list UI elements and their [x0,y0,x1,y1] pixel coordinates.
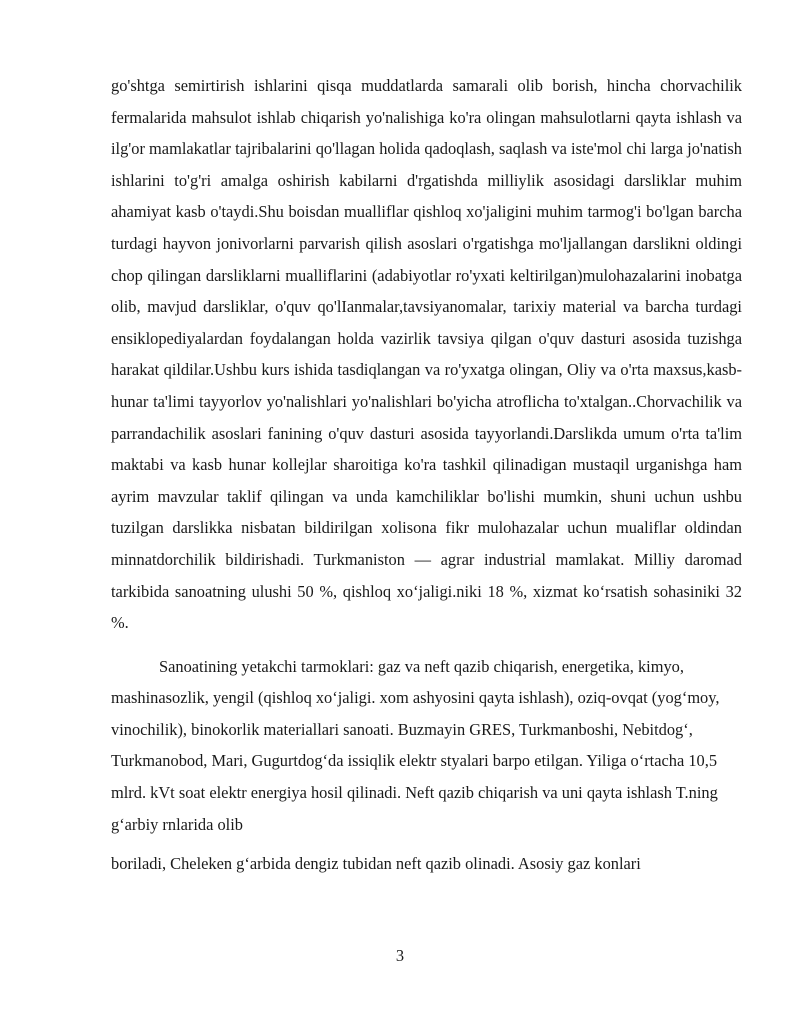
paragraph-1: go'shtga semirtirish ishlarini qisqa muddatlarda samarali olib borish, hincha chorvachilik fermalarida mahsulot ishlab chiqarish yo'nalishiga ko'ra olingan mahsulotlarni qayta ishlash va ilg'or mamlakatlar tajribalarini qo'llagan holida qadoqlash, saqlash va iste'mol chi larga jo'natish ishlarini to'g'ri amalga oshirish kabilarni d'rgatishda milliylik asosidagi darsliklar muhim ahamiyat kasb o'taydi.Shu boisdan mualliflar qishloq xo'jaligini muhim tarmog'i bo'lgan barcha turdagi hayvon jonivorlarni parvarish qilish asoslari o'rgatishga mo'ljallangan darslikni oldingi chop qilingan darsliklarni mualliflarini (adabiyotlar ro'yxati keltirilgan)mulohazalarini inobatga olib, mavjud darsliklar, o'quv qo'lIanmalar,tavsiyanomalar, tarixiy material va barcha turdagi ensiklopediyalardan foydalangan holda vazirlik tavsiya qilgan o'quv dasturi asosida tuzishga harakat qildilar.Ushbu kurs ishida tasdiqlangan va ro'yxatga olingan, Oliy va o'rta maxsus,kasb-hunar ta'limi tayyorlov yo'nalishlari yo'nalishlari bo'yicha atroflicha to'xtalgan..Chorvachilik va parrandachilik asoslari fanining o'quv dasturi asosida tayyorlandi.Darslikda umum o'rta ta'lim maktabi va kasb hunar kollejlar sharoitiga ko'ra tashkil qilinadigan mustaqil urganishga ham ayrim mavzular taklif qilingan va unda kamchiliklar bo'lishi mumkin, shuni uchun ushbu tuzilgan darslikka nisbatan bildirilgan xolisona fikr mulohazalar uchun mualiflar oldindan minnatdorchilik bildirishadi. Turkmaniston — agrar industrial mamlakat. Milliy daromad tarkibida sanoatning ulushi 50 %, qishloq xo‘jaligi.niki 18 %, xizmat ko‘rsatish sohasiniki 32 %. [111,76,742,633]
paragraph-2: Sanoatining yetakchi tarmoklari: gaz va neft qazib chiqarish, energetika, kimyo, mashinasozlik, yengil (qishloq xo‘jaligi. xom ashyosini qayta ishlash), oziq-ovqat (yog‘moy, vinochilik), binokorlik materiallari sanoati. Buzmayin GRES, Turkmanboshi, Nebitdog‘, Turkmanobod, Mari, Gugurtdog‘da issiqlik elektr styalari barpo etilgan. Yiliga o‘rtacha 10,5 mlrd. kVt soat elektr energiya hosil qilinadi. Neft qazib chiqarish va uni qayta ishlash T.ning g‘arbiy rnlarida olib [111,656,720,834]
paragraph-3: boriladi, Cheleken g‘arbida dengiz tubidan neft qazib olinadi. Asosiy gaz konlari [111,854,641,874]
page-number: 3 [395,946,405,965]
document-body [111,70,742,880]
